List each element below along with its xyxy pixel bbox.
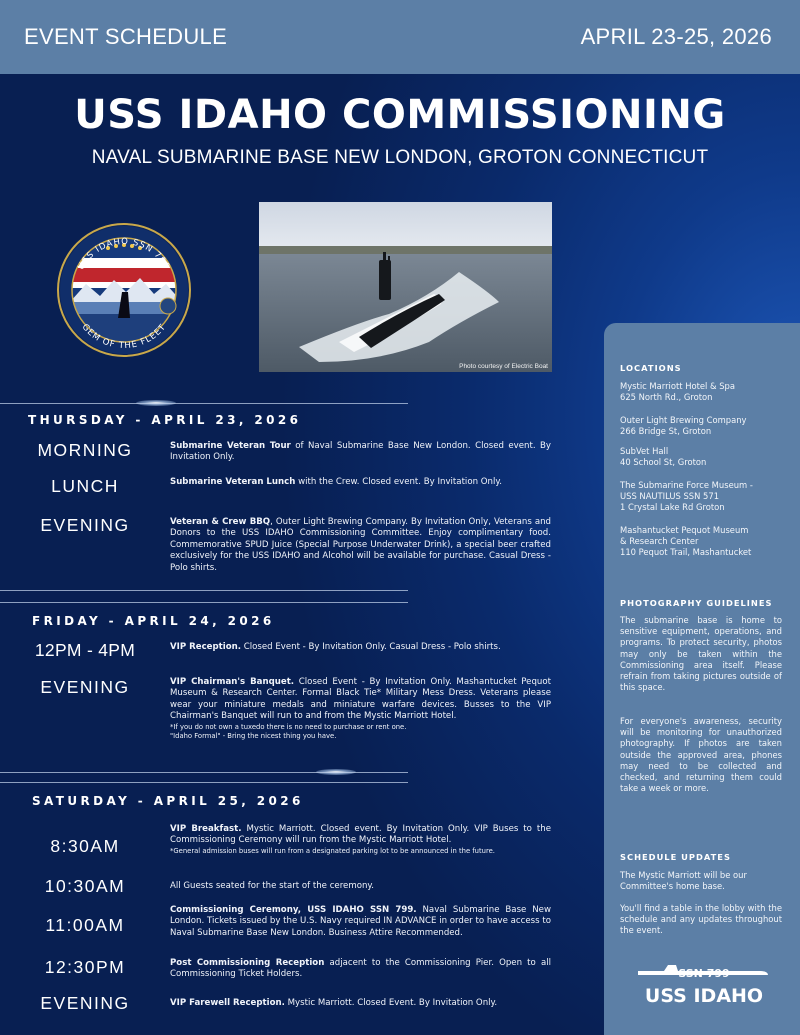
event-title: Veteran & Crew BBQ	[170, 517, 271, 527]
event-note: *If you do not own a tuxedo there is no need to purchase or rent one.	[170, 722, 407, 731]
event-time: 12:30PM	[44, 957, 126, 977]
updates-heading: SCHEDULE UPDATES	[620, 852, 731, 862]
event-time: EVENING	[40, 515, 130, 535]
event-title: VIP Breakfast.	[170, 824, 242, 834]
divider	[0, 602, 408, 603]
updates-paragraph: You'll find a table in the lobby with the schedule and any updates throughout the event.	[620, 903, 782, 936]
header-bar	[0, 0, 800, 74]
event-note: *General admission buses will run from a designated parking lot to be announced in the future.	[170, 846, 495, 855]
location-item: Outer Light Brewing Company 266 Bridge St, Groton	[620, 415, 747, 437]
submarine-photo	[259, 202, 552, 372]
event-time: 8:30AM	[50, 836, 120, 856]
event-title: VIP Chairman's Banquet.	[170, 677, 295, 687]
event-title: Post Commissioning Reception	[170, 958, 325, 968]
header-right: APRIL 23-25, 2026	[580, 24, 772, 49]
event-description: VIP Chairman's Banquet. Closed Event - By Invitation Only. Mashantucket Pequot Museum & Research Center. Formal Black Tie* Military Mess Dress. Veterans please wear your miniature medals and miniature warfare devices. Busses to the VIP Chairman's Banquet will run to and from the Mystic Marriott Hotel. *If you do not own a tuxedo there is no need to purchase or rent one. "Idaho Formal" - Bring the nicest thing you have.	[170, 677, 551, 741]
photography-paragraph: For everyone's awareness, security will be monitoring for unauthorized photography. If photos are taken outside the approved area, phones may need to be collected and checked, and returning them could take a week or more.	[620, 716, 782, 794]
event-description: Submarine Veteran Lunch with the Crew. Closed event. By Invitation Only.	[170, 477, 502, 487]
location-item: Mystic Marriott Hotel & Spa 625 North Rd., Groton	[620, 381, 736, 403]
logo-top-text: SSN 799	[678, 967, 730, 980]
event-title: Submarine Veteran Lunch	[170, 477, 296, 487]
event-description: Commissioning Ceremony, USS IDAHO SSN 799. Naval Submarine Base New London. Tickets issued by the U.S. Navy required IN ADVANCE in order to have access to Naval Submarine Base New London. Business Attire Recommended.	[170, 905, 551, 938]
crest-bottom-text: GEM OF THE FLEET	[79, 322, 169, 352]
page-title: USS IDAHO COMMISSIONING	[74, 92, 726, 138]
event-description: Submarine Veteran Tour of Naval Submarine Base New London. Closed event. By Invitation Only.	[170, 441, 551, 463]
photo-credit: Photo courtesy of Electric Boat	[459, 363, 548, 370]
divider	[0, 403, 408, 404]
event-note: "Idaho Formal" - Bring the nicest thing you have.	[170, 732, 337, 741]
location-item: Mashantucket Pequot Museum & Research Center 110 Pequot Trail, Mashantucket	[620, 525, 752, 558]
event-time: 11:00AM	[45, 915, 125, 935]
event-title: Submarine Veteran Tour	[170, 441, 291, 451]
event-title: Commissioning Ceremony, USS IDAHO SSN 799.	[170, 905, 417, 915]
uss-idaho-logo	[634, 961, 774, 1011]
location-item: The Submarine Force Museum - USS NAUTILUS SSN 571 1 Crystal Lake Rd Groton	[620, 480, 753, 513]
logo-bottom-text: USS IDAHO	[644, 985, 764, 1007]
event-description: VIP Farewell Reception. Mystic Marriott. Closed Event. By Invitation Only.	[170, 998, 498, 1008]
event-time: EVENING	[40, 677, 130, 697]
event-description: VIP Reception. Closed Event - By Invitation Only. Casual Dress - Polo shirts.	[170, 642, 501, 652]
updates-paragraph: The Mystic Marriott will be our Committee's home base.	[620, 870, 747, 892]
locations-heading: LOCATIONS	[620, 363, 682, 373]
event-description: All Guests seated for the start of the ceremony.	[170, 881, 374, 891]
day-heading-thursday: THURSDAY - APRIL 23, 2026	[28, 413, 302, 427]
crest-top-text: USS IDAHO SSN 799	[76, 236, 172, 272]
event-time: 10:30AM	[44, 876, 126, 896]
info-sidebar	[604, 323, 800, 1035]
photography-paragraph: The submarine base is home to sensitive equipment, operations, and programs. To protect security, photos may only be taken within the Commissioning area itself. Please refrain from taking pictures outside of this space.	[620, 615, 782, 693]
event-description: VIP Breakfast. Mystic Marriott. Closed event. By Invitation Only. VIP Buses to the Commissioning Ceremony will run from the Mystic Marriott Hotel. *General admission buses will run from a designated parking lot to be announced in the future.	[170, 824, 551, 855]
crest-emblem	[56, 222, 192, 358]
divider	[0, 772, 408, 773]
header-left: EVENT SCHEDULE	[24, 24, 228, 49]
event-time: LUNCH	[51, 476, 119, 496]
event-title: VIP Reception.	[170, 642, 241, 652]
event-title: VIP Farewell Reception.	[170, 998, 285, 1008]
divider	[0, 782, 408, 783]
location-item: SubVet Hall 40 School St, Groton	[620, 446, 707, 468]
event-time: 12PM - 4PM	[34, 640, 136, 660]
event-time: MORNING	[37, 440, 133, 460]
event-description: Veteran & Crew BBQ, Outer Light Brewing Company. By Invitation Only, Veterans and Donors to the USS IDAHO Commissioning Committee. Enjoy complimentary food. Commemorative SPUD Juice (Special Purpose Underwater Drink), a special beer crafted exclusively for the USS IDAHO and Alcohol will be available for purchase. Casual Dress - Polo shirts.	[170, 517, 551, 573]
event-description: Post Commissioning Reception adjacent to the Commissioning Pier. Open to all Commissioning Ticket Holders.	[170, 958, 552, 980]
day-heading-friday: FRIDAY - APRIL 24, 2026	[32, 614, 275, 628]
event-time: EVENING	[40, 993, 130, 1013]
photography-heading: PHOTOGRAPHY GUIDELINES	[620, 598, 773, 608]
day-heading-saturday: SATURDAY - APRIL 25, 2026	[32, 794, 304, 808]
divider	[0, 590, 408, 591]
page-subtitle: NAVAL SUBMARINE BASE NEW LONDON, GROTON CONNECTICUT	[91, 147, 709, 168]
